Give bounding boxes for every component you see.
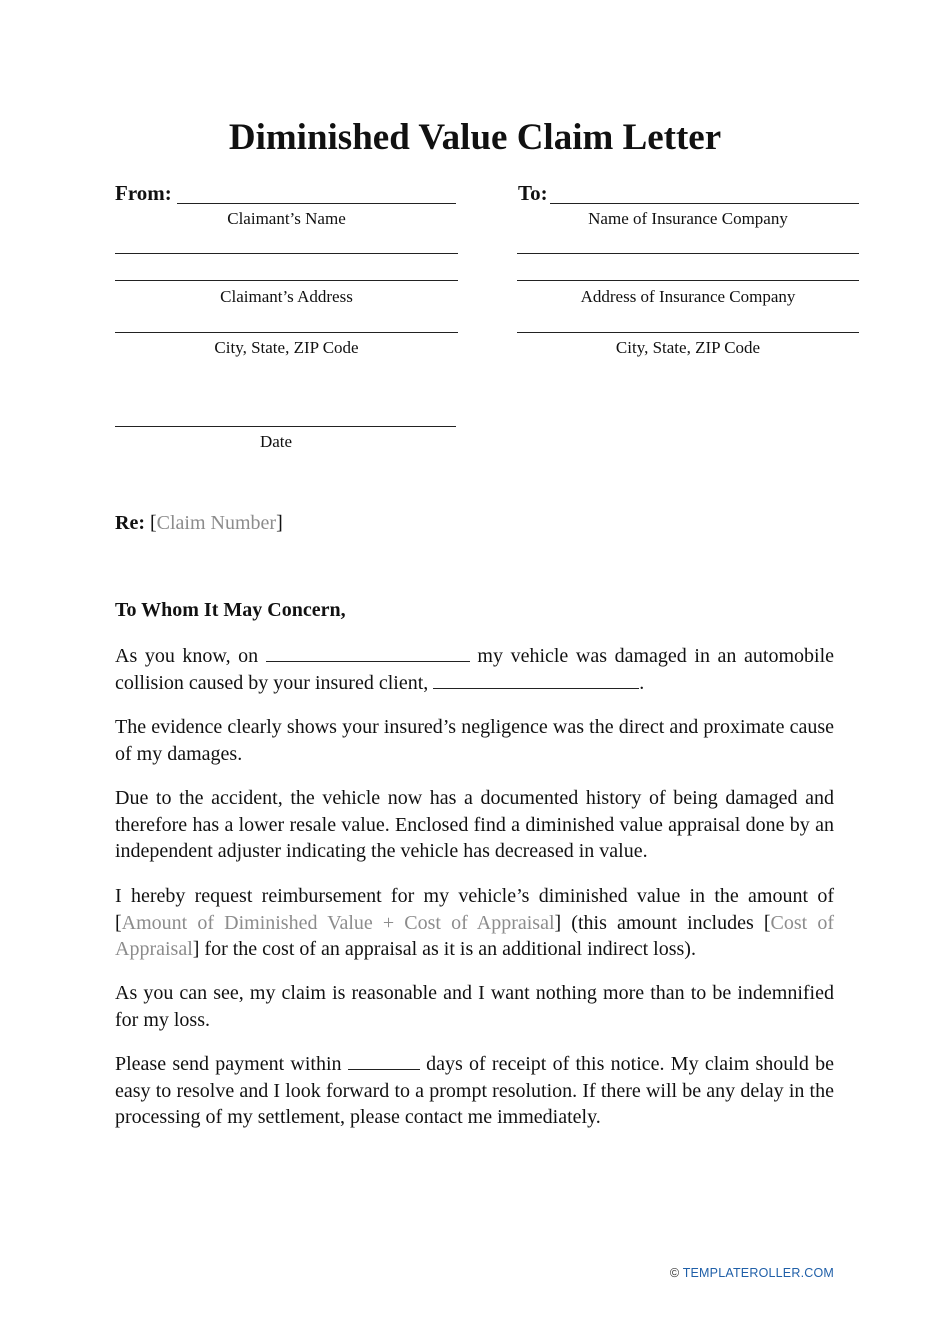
insurance-city-line[interactable] [517,332,859,333]
days-blank[interactable] [348,1051,420,1070]
paragraph-reasonable-claim: As you can see, my claim is reasonable and I want nothing more than to be indemnified for my loss. [115,982,834,1031]
p1-text-c: . [639,671,645,694]
salutation: To Whom It May Concern, [115,599,346,621]
insurance-address-line-2[interactable] [517,280,859,281]
paragraph-payment [115,1051,834,1131]
paragraph-reimbursement [115,883,834,963]
claimant-city-line[interactable] [115,332,458,333]
insurance-city-caption: City, State, ZIP Code [615,338,761,357]
from-label: From: [115,181,172,205]
appraisal-cost-placeholder[interactable]: Cost of Appraisal [115,911,834,960]
paragraph-accident-date [115,643,834,696]
p4-text-c: ] for the cost of an appraisal as it is an additional indirect loss). [192,938,696,960]
p1-text-a: As you know, on [115,645,259,667]
claimant-city-caption: City, State, ZIP Code [214,338,359,357]
claimant-address-line-1[interactable] [115,253,458,254]
date-line[interactable] [115,426,456,427]
insurance-address-caption: Address of Insurance Company [580,287,796,306]
insurance-name-caption: Name of Insurance Company [588,209,788,228]
p6-text-a: Please send payment within [115,1053,342,1075]
insurance-address-line-1[interactable] [517,253,859,254]
document-title: Diminished Value Claim Letter [228,117,722,158]
re-close-bracket: ] [276,512,283,534]
paragraph-resale-value: Due to the accident, the vehicle now has a documented history of being damaged and therefore has a lower resale value. Enclosed find a diminished value appraisal done by an independent adjuster indicating the vehicle has decreased in value. [115,787,834,862]
claimant-address-caption: Claimant’s Address [220,287,353,306]
insured-client-blank[interactable] [433,670,639,689]
footer-credit [670,1266,834,1280]
date-caption: Date [259,432,293,451]
p4-text-a: I hereby request reimbursement for my vehicle’s diminished value in the amount of [ [115,885,834,934]
p1-text-b: my vehicle was damaged in an automobile collision caused by your insured client, [115,645,835,694]
to-label: To: [518,181,548,205]
re-open-bracket: [ [149,512,157,534]
p4-text-b: ] (this amount includes [ [554,911,771,934]
accident-date-blank[interactable] [266,643,470,662]
amount-placeholder[interactable]: Amount of Diminished Value + Cost of Appraisal [121,911,555,934]
claimant-name-caption: Claimant’s Name [227,209,346,228]
re-label: Re: [115,512,145,534]
claimant-address-line-2[interactable] [115,280,458,281]
copyright-symbol: © [669,1266,680,1280]
claim-number-placeholder[interactable]: Claim Number [156,512,277,534]
claimant-name-line[interactable] [177,203,456,204]
re-line [115,512,283,535]
p6-text-b: days of receipt of this notice. My claim should be easy to resolve and I look forward to a prompt resolution. If there will be any delay in the processing of my settlement, please contact me immediately. [115,1053,835,1128]
paragraph-negligence: The evidence clearly shows your insured’s negligence was the direct and proximate cause of my damages. [115,716,834,765]
templateroller-link[interactable]: TEMPLATEROLLER.COM [682,1266,834,1280]
insurance-name-line[interactable] [550,203,859,204]
